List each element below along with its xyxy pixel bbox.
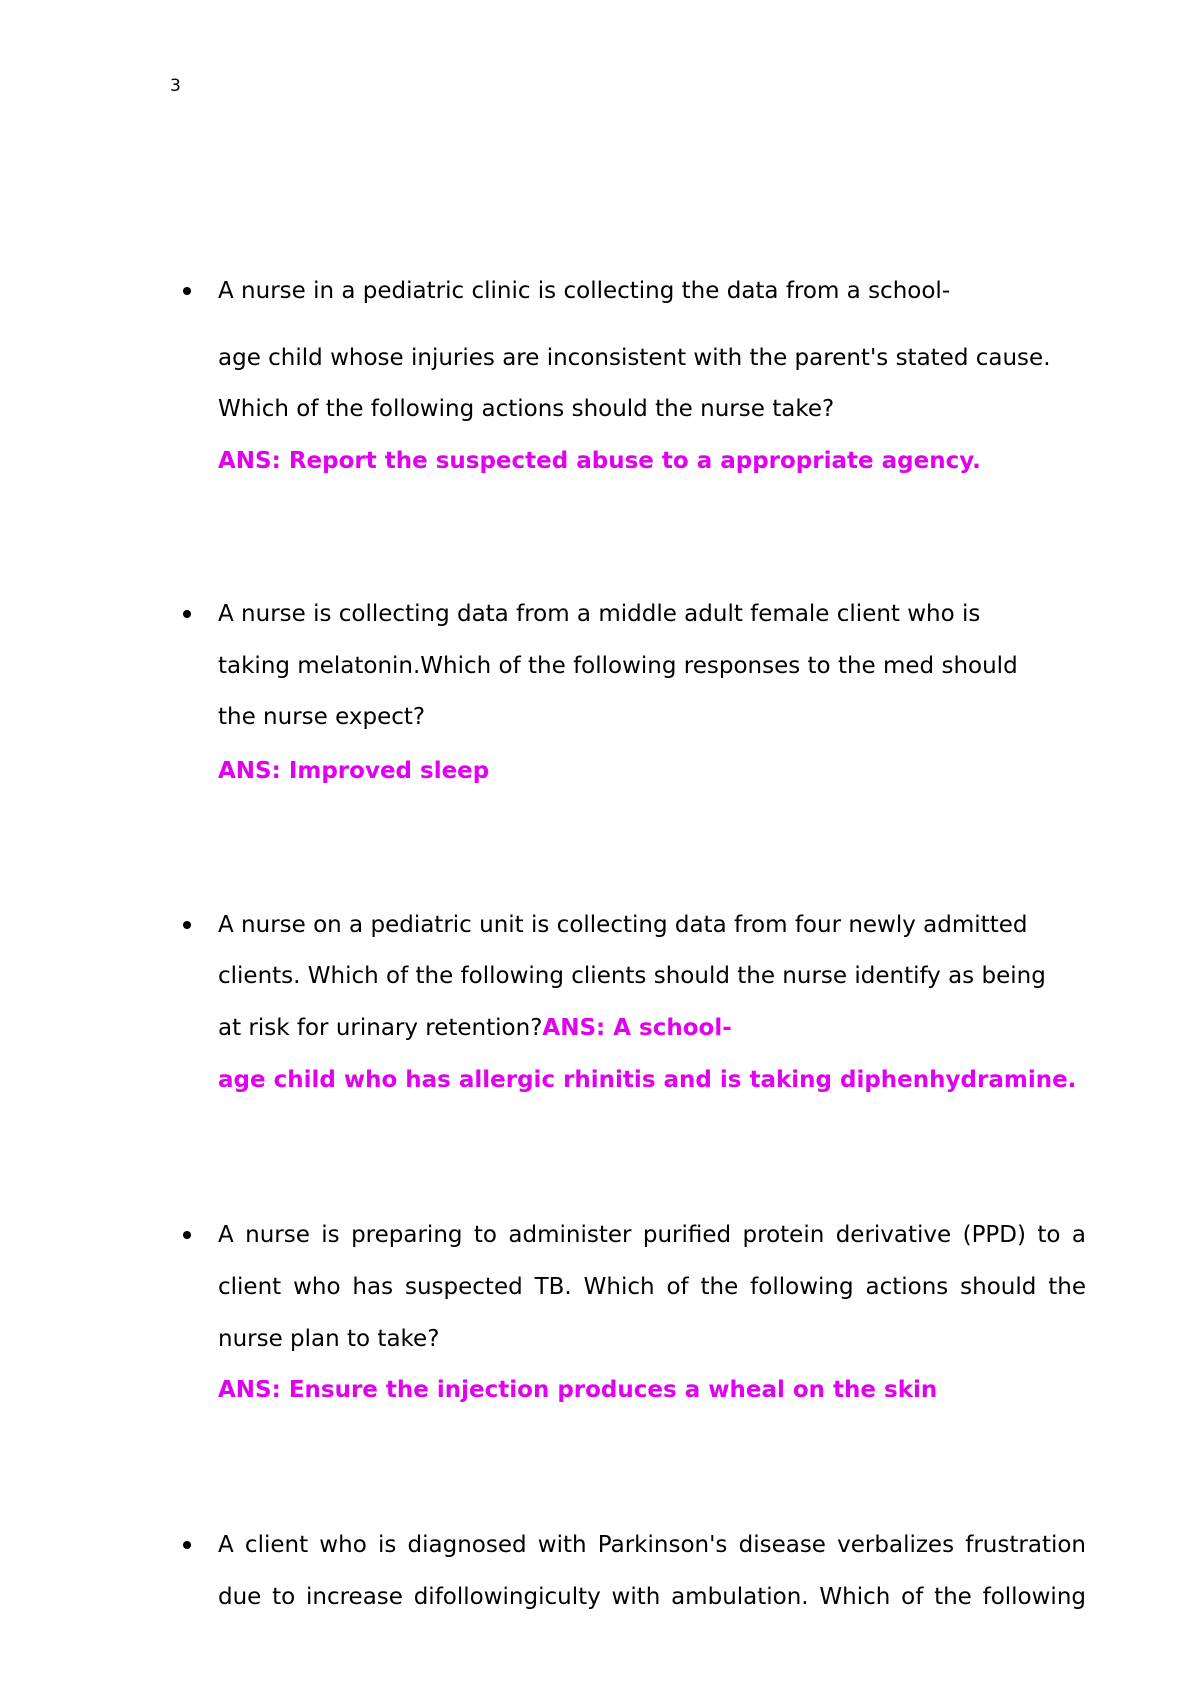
question-line: A nurse is collecting data from a middle adult female client who is — [218, 601, 981, 627]
answer-text: ANS: Improved sleep — [218, 758, 490, 784]
answer-text: ANS: Report the suspected abuse to a appropriate agency. — [218, 448, 981, 474]
page-number: 3 — [170, 76, 181, 96]
bullet-icon — [183, 287, 191, 295]
question-line: A nurse is preparing to administer purified protein derivative (PPD) to a — [218, 1222, 1086, 1248]
question-line: clients. Which of the following clients should the nurse identify as being — [218, 963, 1046, 989]
question-line: the nurse expect? — [218, 704, 426, 730]
bullet-icon — [183, 921, 191, 929]
bullet-icon — [183, 610, 191, 618]
bullet-icon — [183, 1231, 191, 1239]
answer-text: ANS: Ensure the injection produces a wheal on the skin — [218, 1377, 938, 1403]
answer-text: age child who has allergic rhinitis and is taking diphenhydramine. — [218, 1067, 1077, 1093]
question-line: due to increase difollowingiculty with ambulation. Which of the following — [218, 1584, 1086, 1610]
question-line: nurse plan to take? — [218, 1326, 440, 1352]
question-line: A nurse in a pediatric clinic is collecting the data from a school- — [218, 278, 951, 304]
question-line: Which of the following actions should the nurse take? — [218, 396, 835, 422]
question-text: at risk for urinary retention? — [218, 1015, 543, 1041]
answer-inline-text: ANS: A school- — [542, 1015, 732, 1041]
question-line: client who has suspected TB. Which of the following actions should the — [218, 1274, 1086, 1300]
question-line: A nurse on a pediatric unit is collecting data from four newly admitted — [218, 912, 1028, 938]
question-line: A client who is diagnosed with Parkinson's disease verbalizes frustration — [218, 1532, 1086, 1558]
question-line-with-answer — [218, 1013, 732, 1043]
question-line: taking melatonin.Which of the following responses to the med should — [218, 653, 1018, 679]
question-line: age child whose injuries are inconsistent with the parent's stated cause. — [218, 345, 1051, 371]
bullet-icon — [183, 1541, 191, 1549]
